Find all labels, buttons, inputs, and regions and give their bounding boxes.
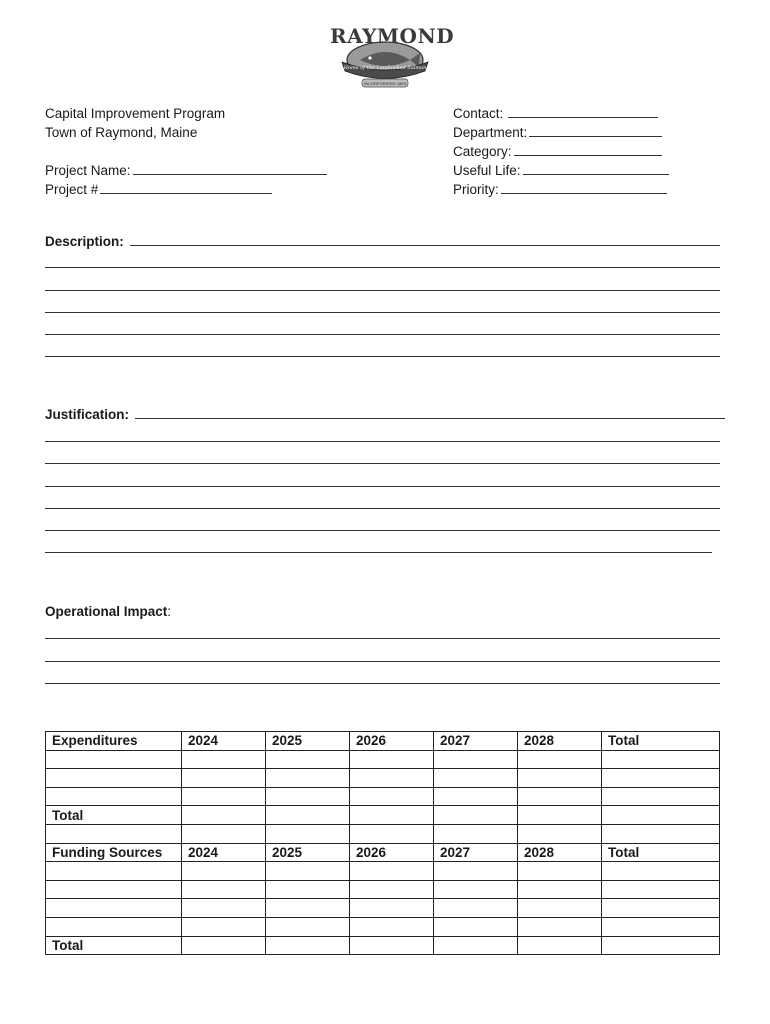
- table-cell[interactable]: [350, 824, 434, 843]
- table-cell[interactable]: [350, 880, 434, 899]
- table-cell[interactable]: [434, 899, 518, 918]
- description-line-4[interactable]: [45, 334, 720, 335]
- table-cell[interactable]: [602, 806, 720, 825]
- project-number-field[interactable]: [45, 180, 272, 199]
- table-cell[interactable]: [434, 824, 518, 843]
- table-cell[interactable]: [350, 899, 434, 918]
- table-cell[interactable]: [350, 787, 434, 806]
- justification-line-1[interactable]: [45, 441, 720, 442]
- funding-total-label: Total: [46, 936, 182, 955]
- table-cell[interactable]: [518, 806, 602, 825]
- table-cell[interactable]: [434, 862, 518, 881]
- table-cell[interactable]: [350, 806, 434, 825]
- table-cell[interactable]: [434, 787, 518, 806]
- justification-line-0[interactable]: [135, 418, 725, 419]
- exp-year-2026: 2026: [350, 732, 434, 751]
- table-cell[interactable]: [434, 769, 518, 788]
- table-cell[interactable]: [602, 862, 720, 881]
- table-cell[interactable]: [182, 899, 266, 918]
- project-name-field[interactable]: [45, 161, 327, 180]
- table-cell[interactable]: [266, 750, 350, 769]
- table-cell[interactable]: [46, 824, 182, 843]
- table-cell[interactable]: [266, 899, 350, 918]
- table-cell[interactable]: [518, 787, 602, 806]
- table-cell[interactable]: [602, 899, 720, 918]
- table-cell[interactable]: [182, 787, 266, 806]
- justification-line-4[interactable]: [45, 508, 720, 509]
- table-cell[interactable]: [434, 917, 518, 936]
- table-row: [46, 899, 720, 918]
- description-line-2[interactable]: [45, 290, 720, 291]
- table-cell[interactable]: [518, 824, 602, 843]
- operational-line-1[interactable]: [45, 661, 720, 662]
- description-line-5[interactable]: [45, 356, 720, 357]
- table-cell[interactable]: [46, 787, 182, 806]
- description-line-1[interactable]: [45, 267, 720, 268]
- contact-line[interactable]: [508, 105, 658, 118]
- project-number-label: Project #: [45, 182, 99, 197]
- table-cell[interactable]: [518, 899, 602, 918]
- description-line-3[interactable]: [45, 312, 720, 313]
- table-row: [46, 750, 720, 769]
- operational-impact-text: Operational Impact: [45, 604, 168, 619]
- expenditures-total-label: Total: [46, 806, 182, 825]
- table-cell[interactable]: [266, 917, 350, 936]
- justification-label: Justification:: [45, 407, 130, 422]
- table-cell[interactable]: [46, 750, 182, 769]
- program-title: Capital Improvement Program: [45, 106, 226, 121]
- table-cell[interactable]: [266, 824, 350, 843]
- operational-line-0[interactable]: [45, 638, 720, 639]
- description-line-0[interactable]: [130, 245, 720, 246]
- table-row: [46, 824, 720, 843]
- table-cell[interactable]: [602, 824, 720, 843]
- table-cell[interactable]: [182, 862, 266, 881]
- table-cell[interactable]: [602, 769, 720, 788]
- department-field[interactable]: [453, 123, 662, 142]
- table-row: [46, 880, 720, 899]
- table-cell[interactable]: [518, 862, 602, 881]
- table-cell[interactable]: [602, 936, 720, 955]
- exp-year-2028: 2028: [518, 732, 602, 751]
- table-cell[interactable]: [434, 806, 518, 825]
- table-row: [46, 769, 720, 788]
- priority-line[interactable]: [501, 181, 667, 194]
- fund-total-header: Total: [602, 843, 720, 862]
- exp-year-2024: 2024: [182, 732, 266, 751]
- useful-life-label: Useful Life:: [453, 163, 521, 178]
- town-logo: [330, 22, 455, 90]
- table-cell[interactable]: [182, 936, 266, 955]
- project-number-line[interactable]: [100, 181, 272, 194]
- table-cell[interactable]: [182, 824, 266, 843]
- project-name-line[interactable]: [133, 162, 327, 175]
- table-cell[interactable]: [602, 880, 720, 899]
- table-cell[interactable]: [46, 769, 182, 788]
- table-cell[interactable]: [46, 880, 182, 899]
- department-line[interactable]: [529, 124, 662, 137]
- table-cell[interactable]: [266, 880, 350, 899]
- operational-line-2[interactable]: [45, 683, 720, 684]
- table-cell[interactable]: [602, 787, 720, 806]
- table-cell[interactable]: [182, 769, 266, 788]
- table-cell[interactable]: [182, 750, 266, 769]
- expenditures-header: Expenditures: [46, 732, 182, 751]
- justification-line-3[interactable]: [45, 486, 720, 487]
- exp-year-2025: 2025: [266, 732, 350, 751]
- table-cell[interactable]: [182, 806, 266, 825]
- table-cell[interactable]: [434, 880, 518, 899]
- description-label: Description:: [45, 234, 124, 249]
- table-row: [46, 862, 720, 881]
- table-row: [46, 787, 720, 806]
- table-cell[interactable]: [602, 917, 720, 936]
- useful-life-field[interactable]: [453, 161, 669, 180]
- fund-year-2028: 2028: [518, 843, 602, 862]
- table-row: [46, 917, 720, 936]
- table-cell[interactable]: [518, 750, 602, 769]
- priority-label: Priority:: [453, 182, 499, 197]
- logo-wordmark: RAYMOND: [330, 24, 455, 48]
- table-cell[interactable]: [46, 862, 182, 881]
- table-cell[interactable]: [182, 880, 266, 899]
- table-cell[interactable]: [350, 917, 434, 936]
- justification-line-6[interactable]: [45, 552, 712, 553]
- fund-year-2027: 2027: [434, 843, 518, 862]
- table-cell[interactable]: [46, 917, 182, 936]
- table-cell[interactable]: [518, 936, 602, 955]
- funding-total-row: [46, 936, 720, 955]
- table-cell[interactable]: [350, 862, 434, 881]
- expenditures-total-row: [46, 806, 720, 825]
- contact-label: Contact:: [453, 106, 504, 121]
- table-cell[interactable]: [266, 769, 350, 788]
- funding-sources-header: Funding Sources: [46, 843, 182, 862]
- table-cell[interactable]: [518, 769, 602, 788]
- justification-line-5[interactable]: [45, 530, 720, 531]
- fund-year-2024: 2024: [182, 843, 266, 862]
- exp-total-header: Total: [602, 732, 720, 751]
- table-cell[interactable]: [434, 750, 518, 769]
- operational-impact-label: [45, 602, 171, 621]
- department-label: Department:: [453, 125, 528, 140]
- fund-year-2026: 2026: [350, 843, 434, 862]
- table-cell[interactable]: [266, 806, 350, 825]
- expenditures-header-row: [46, 732, 720, 751]
- table-cell[interactable]: [434, 936, 518, 955]
- exp-year-2027: 2027: [434, 732, 518, 751]
- table-cell[interactable]: [518, 880, 602, 899]
- justification-line-2[interactable]: [45, 463, 720, 464]
- table-cell[interactable]: [350, 769, 434, 788]
- logo-incorporated: INCORPORATED 1803: [364, 80, 406, 86]
- operational-impact-colon: :: [167, 604, 172, 619]
- town-name: Town of Raymond, Maine: [45, 125, 198, 140]
- priority-field[interactable]: [453, 180, 667, 199]
- table-cell[interactable]: [602, 750, 720, 769]
- table-cell[interactable]: [266, 787, 350, 806]
- table-cell[interactable]: [266, 862, 350, 881]
- category-label: Category:: [453, 144, 512, 159]
- category-line[interactable]: [514, 143, 662, 156]
- logo-tagline: Home of the Landlocked Salmon: [343, 65, 427, 71]
- table-cell[interactable]: [518, 917, 602, 936]
- useful-life-line[interactable]: [523, 162, 669, 175]
- funding-header-row: [46, 843, 720, 862]
- table-cell[interactable]: [350, 936, 434, 955]
- table-cell[interactable]: [350, 750, 434, 769]
- budget-table: [45, 731, 720, 955]
- project-name-label: Project Name:: [45, 163, 131, 178]
- table-cell[interactable]: [182, 917, 266, 936]
- table-cell[interactable]: [46, 899, 182, 918]
- contact-field[interactable]: [453, 104, 658, 123]
- category-field[interactable]: [453, 142, 662, 161]
- fund-year-2025: 2025: [266, 843, 350, 862]
- table-cell[interactable]: [266, 936, 350, 955]
